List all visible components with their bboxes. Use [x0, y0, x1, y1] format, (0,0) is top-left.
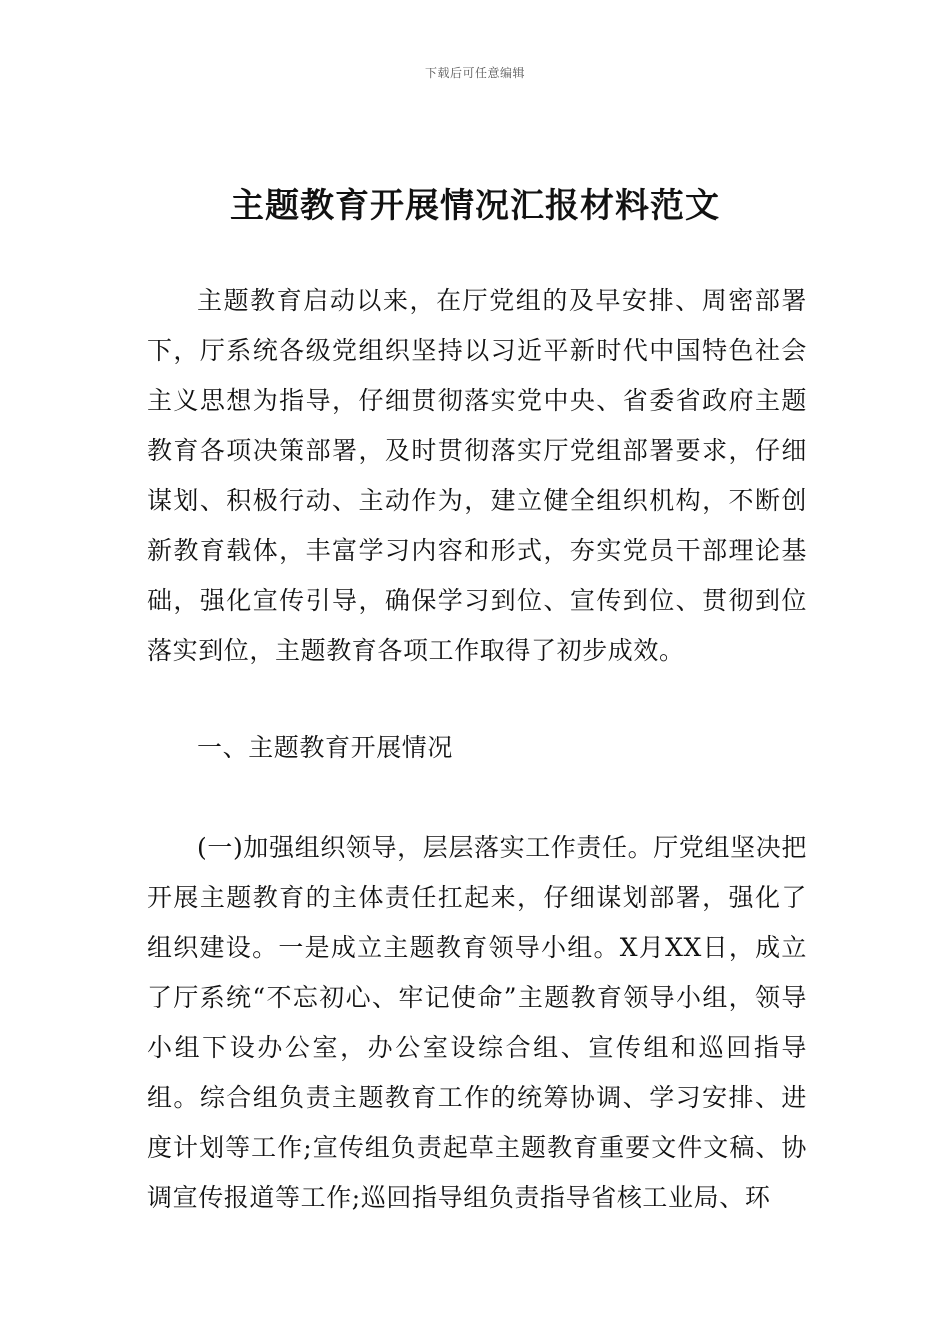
intro-paragraph: 主题教育启动以来，在厅党组的及早安排、周密部署下，厅系统各级党组织坚持以习近平新时代中国特色社会主义思想为指导，仔细贯彻落实党中央、省委省政府主题教育各项决策部署，及时贯彻落实厅党组部署要求，仔细谋划、积极行动、主动作为，建立健全组织机构，不断创新教育载体，丰富学习内容和形式，夯实党员干部理论基础，强化宣传引导，确保学习到位、宣传到位、贯彻到位落实到位，主题教育各项工作取得了初步成效。: [147, 286, 807, 665]
body-paragraph: (一)加强组织领导，层层落实工作责任。厅党组坚决把开展主题教育的主体责任扛起来，仔细谋划部署，强化了组织建设。一是成立主题教育领导小组。X月XX日，成立了厅系统“不忘初心、牢记使命”主题教育领导小组，领导小组下设办公室，办公室设综合组、宣传组和巡回指导组。综合组负责主题教育工作的统筹协调、学习安排、进度计划等工作;宣传组负责起草主题教育重要文件文稿、协调宣传报道等工作;巡回指导组负责指导省核工业局、环: [147, 833, 807, 1212]
section-heading: 一、主题教育开展情况: [197, 733, 454, 762]
page-header-note: 下载后可任意编辑: [424, 66, 525, 80]
document-title: 主题教育开展情况汇报材料范文: [230, 186, 720, 226]
